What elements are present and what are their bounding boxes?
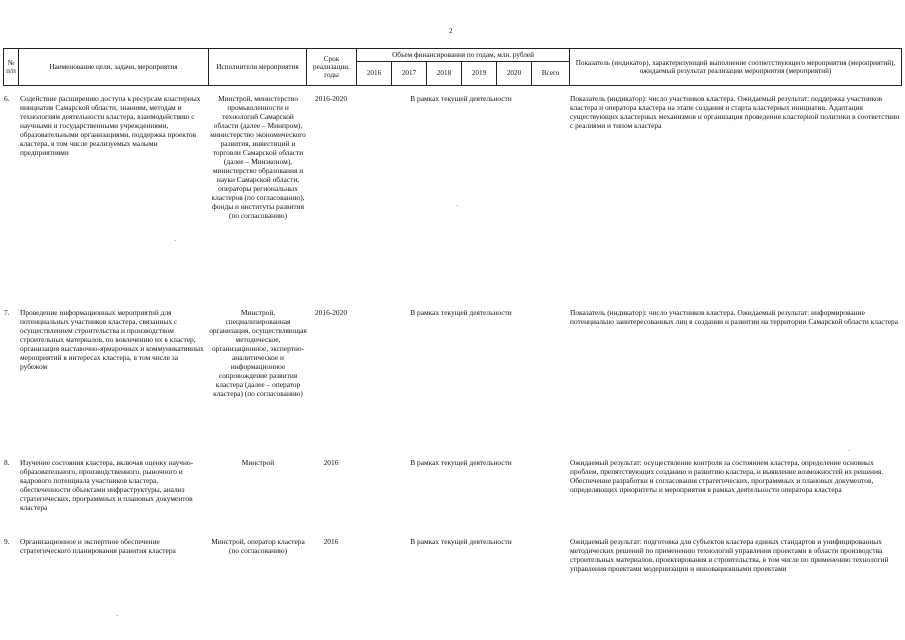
row-num: 7.: [4, 308, 10, 317]
header-total: Всего: [532, 62, 570, 86]
scan-speck: ·: [174, 237, 177, 245]
header-year-2018: 2018: [427, 62, 462, 86]
header-term: Срок реализации, годы: [307, 49, 357, 86]
row-executors: Минстрой: [241, 458, 275, 467]
row-funding: В рамках текущей деятельности: [410, 308, 512, 317]
row-executors: Минстрой, министерство промышленности и технологий Самарской области (далее – Минпром), министерство экономического развития, инвестиций и торговли Самарской области (далее – Минэконом), министерство образования и науки Самарской области, операторы региональных кластеров (по согласованию), фонды и институты развития (по согласованию): [210, 94, 306, 221]
row-term: 2016: [323, 537, 339, 546]
row-num: 8.: [4, 458, 10, 467]
scan-speck: ·: [116, 612, 119, 620]
row-funding: В рамках текущей деятельности: [410, 537, 512, 546]
row-indicator: Ожидаемый результат: осуществление контроля за состоянием кластера, определение основных проблем, препятствующих созданию и развитию кластера, и выявление возможностей их решения. Обеспечение разработки и согласования стратегических, программных и плановых документов, определяющих приоритеты и мероприятия в рамках деятельности оператора кластера: [570, 458, 884, 495]
table-header: [3, 48, 902, 86]
row-indicator: Показатель (индикатор): число участников кластера. Ожидаемый результат: поддержка участников кластера и оператора кластера на этапе создания и старта кластерных инициатив. Адаптация существующих кластерных механизмов и организация проведения кластерной политики в соответствии с реалиями и типом кластера: [570, 94, 900, 131]
header-year-2016: 2016: [357, 62, 392, 86]
header-indicator: Показатель (индикатор), характеризующий выполнение соответствующего мероприятия (мероприятий), ожидаемый результат реализации мероприятия (мероприятий): [570, 49, 902, 86]
page-number: 2: [449, 27, 453, 35]
row-name: Проведение информационных мероприятий для потенциальных участников кластера, связанных с осуществлением строительства и производством строительных материалов, по вовлечению их в кластер, организация выставочно-ярмарочных и коммуникативных мероприятий в интересах кластера, в том числе за рубежом: [20, 308, 204, 372]
row-executors: Минстрой, оператор кластера (по согласованию): [211, 537, 305, 556]
header-year-2020: 2020: [497, 62, 532, 86]
row-num: 9.: [4, 537, 10, 546]
header-name: Наименование цели, задачи, мероприятия: [19, 49, 209, 86]
row-name: Содействие расширению доступа к ресурсам кластерных инициатив Самарской области, знаниям, методам и технологиям деятельности кластера, взаимодействию с научными и государственными учреждениями, образовательными организациями, поддержка проектов кластера, в том числе реализуемых малыми предприятиями: [20, 94, 201, 158]
header-year-2019: 2019: [462, 62, 497, 86]
row-indicator: Ожидаемый результат: подготовка для субъектов кластера единых стандартов и унифицированных методических решений по применению технологий управления проектами в области производства строительных материалов, проектирования и строительства, в том числе по применению технологий управления проектами модернизации и инновационными проектами: [570, 537, 889, 574]
header-year-2017: 2017: [392, 62, 427, 86]
row-funding: В рамках текущей деятельности: [410, 94, 512, 103]
row-name: Организационное и экспертное обеспечение стратегического планирования развития кластера: [20, 537, 176, 556]
row-funding: В рамках текущей деятельности: [410, 458, 512, 467]
scan-speck: ·: [456, 202, 459, 210]
row-term: 2016-2020: [314, 308, 348, 317]
header-funding: Объем финансирования по годам, млн. рублей: [357, 49, 570, 62]
header-executors: Исполнители мероприятия: [209, 49, 307, 86]
row-term: 2016-2020: [314, 94, 348, 103]
scan-speck: ·: [848, 447, 851, 455]
row-name: Изучение состояния кластера, включая оценку научно-образовательного, производственного, рыночного и кадрового потенциала участников кластера, обеспеченности объектами инфраструктуры, анализ стратегических, программных и плановых документов кластера: [20, 458, 194, 513]
row-term: 2016: [323, 458, 339, 467]
row-indicator: Показатель (индикатор): число участников кластера. Ожидаемый результат: информирование потенциально заинтересованных лиц в создании и развитии на территории Самарской области кластера: [570, 308, 899, 327]
header-num: № п/п: [4, 49, 19, 86]
row-num: 6.: [4, 94, 10, 103]
row-executors: Минстрой, специализированная организация, осуществляющая методическое, организационное, экспертно-аналитическое и информационное сопровождение развития кластера (далее – оператор кластера) (по согласованию): [209, 308, 307, 399]
